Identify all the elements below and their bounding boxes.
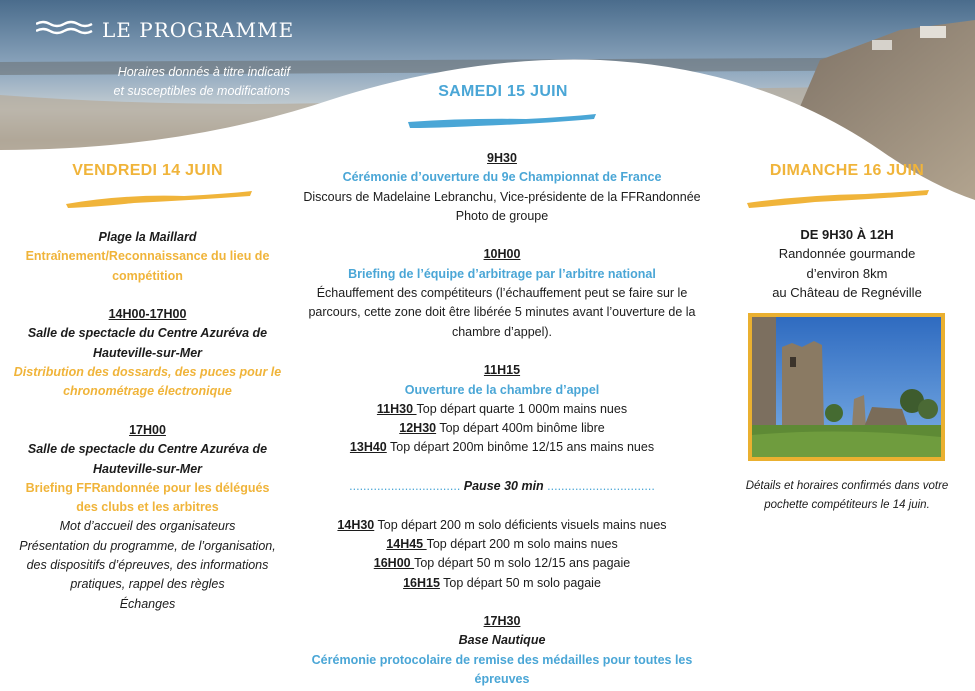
race-start-label: Top départ 200 m solo déficients visuels mains nues bbox=[374, 517, 667, 532]
friday-place: Plage la Maillard bbox=[98, 230, 197, 244]
race-start-row bbox=[282, 516, 722, 535]
race-start-time: 11H30 bbox=[376, 401, 417, 416]
pause-row bbox=[282, 477, 722, 496]
sunday-detail: au Château de Regnéville bbox=[772, 284, 922, 300]
race-start-label: Top départ 400m binôme libre bbox=[436, 421, 605, 436]
friday-activity: compétition bbox=[112, 268, 183, 283]
sunday-note-line: Détails et horaires confirmés dans votre bbox=[745, 480, 949, 492]
saturday-event-detail: parcours, cette zone doit être libérée 5 minutes avant l’ouverture de la bbox=[308, 305, 696, 320]
sunday-title: DIMANCHE 16 JUIN bbox=[769, 162, 925, 179]
pause-dots: ................................ bbox=[349, 479, 461, 494]
friday-event: des clubs et les arbitres bbox=[76, 500, 219, 515]
friday-event: Briefing FFRandonnée pour les délégués bbox=[25, 480, 270, 495]
disclaimer-line: Horaires donnés à titre indicatif bbox=[117, 65, 290, 79]
saturday-time: 11H15 bbox=[483, 363, 521, 378]
saturday-time: 17H30 bbox=[483, 614, 521, 629]
friday-item: Mot d’accueil des organisateurs bbox=[59, 519, 236, 534]
race-start-time: 16H15 bbox=[403, 575, 440, 590]
saturday-event-title: Cérémonie protocolaire de remise des médailles pour toutes les bbox=[311, 652, 693, 667]
saturday-time: 9H30 bbox=[487, 151, 517, 165]
schedule-disclaimer bbox=[60, 63, 290, 101]
race-start-row bbox=[282, 535, 722, 554]
pause-dots: ............................... bbox=[547, 479, 655, 494]
castle-photo-frame bbox=[748, 313, 945, 461]
race-start-time: 14H45 bbox=[386, 536, 427, 551]
waves-icon bbox=[36, 20, 94, 38]
saturday-event-detail: chambre d’appel). bbox=[451, 324, 553, 339]
race-start-row bbox=[282, 419, 722, 438]
race-start-row bbox=[282, 554, 722, 573]
friday-venue: Hauteville-sur-Mer bbox=[92, 461, 203, 476]
disclaimer-line: et susceptibles de modifications bbox=[113, 84, 290, 98]
friday-item: pratiques, rappel des règles bbox=[70, 577, 225, 592]
saturday-event-title: Briefing de l’équipe d’arbitrage par l’arbitre national bbox=[348, 266, 656, 281]
castle-photo bbox=[752, 317, 941, 457]
race-start-label: Top départ 50 m solo 12/15 ans pagaie bbox=[414, 556, 631, 571]
race-start-row bbox=[282, 400, 722, 419]
saturday-event-title: épreuves bbox=[474, 672, 530, 687]
sunday-note-line: pochette compétiteurs le 14 juin. bbox=[764, 499, 930, 512]
saturday-schedule bbox=[282, 149, 722, 689]
friday-venue: Hauteville-sur-Mer bbox=[92, 345, 203, 360]
saturday-place: Base Nautique bbox=[458, 633, 546, 648]
sunday-time: DE 9H30 À 12H bbox=[800, 227, 894, 242]
saturday-brush-underline bbox=[406, 110, 598, 132]
race-start-time: 13H40 bbox=[349, 440, 387, 455]
sunday-brush-underline bbox=[745, 187, 931, 211]
saturday-title: SAMEDI 15 JUIN bbox=[438, 83, 568, 100]
race-start-time: 14H30 bbox=[337, 517, 375, 532]
friday-venue: Salle de spectacle du Centre Azuréva de bbox=[27, 442, 268, 457]
friday-time: 17H00 bbox=[129, 422, 166, 437]
friday-venue: Salle de spectacle du Centre Azuréva de bbox=[27, 326, 268, 341]
race-start-row bbox=[282, 438, 722, 457]
saturday-event-detail: Photo de groupe bbox=[455, 208, 549, 223]
sunday-schedule bbox=[722, 225, 972, 302]
saturday-event-title: Cérémonie d’ouverture du 9e Championnat de France bbox=[342, 170, 662, 185]
friday-time: 14H00-17H00 bbox=[108, 307, 187, 322]
friday-title: VENDREDI 14 JUIN bbox=[72, 162, 223, 179]
sunday-detail: d’environ 8km bbox=[806, 265, 888, 281]
friday-activity: Entraînement/Reconnaissance du lieu de bbox=[25, 249, 270, 264]
saturday-event-detail: Échauffement des compétiteurs (l’échauffement peut se faire sur le bbox=[316, 286, 688, 301]
race-start-row bbox=[282, 574, 722, 593]
friday-item: des dispositifs d’épreuves, des informations bbox=[26, 558, 269, 573]
saturday-event-title: Ouverture de la chambre d’appel bbox=[404, 382, 600, 397]
race-start-label: Top départ quarte 1 000m mains nues bbox=[416, 401, 628, 416]
race-start-label: Top départ 200m binôme 12/15 ans mains nues bbox=[386, 440, 655, 455]
sunday-note bbox=[722, 477, 972, 516]
race-start-time: 16H00 bbox=[373, 556, 415, 571]
friday-event: chronométrage électronique bbox=[63, 384, 232, 399]
friday-event: Distribution des dossards, des puces pour le bbox=[13, 365, 282, 380]
friday-schedule bbox=[0, 228, 295, 614]
saturday-event-detail: Discours de Madelaine Lebranchu, Vice-présidente de la FFRandonnée bbox=[303, 189, 701, 204]
page-title: LE PROGRAMME bbox=[102, 18, 295, 42]
friday-item: Échanges bbox=[119, 596, 176, 611]
sunday-detail: Randonnée gourmande bbox=[778, 246, 916, 262]
race-start-label: Top départ 200 m solo mains nues bbox=[426, 536, 618, 551]
pause-label: Pause 30 min bbox=[460, 479, 548, 494]
friday-item: Présentation du programme, de l’organisation, bbox=[19, 538, 276, 553]
saturday-time: 10H00 bbox=[483, 247, 521, 262]
race-start-time: 12H30 bbox=[399, 421, 437, 436]
race-start-label: Top départ 50 m solo pagaie bbox=[439, 575, 601, 590]
friday-brush-underline bbox=[64, 188, 254, 210]
